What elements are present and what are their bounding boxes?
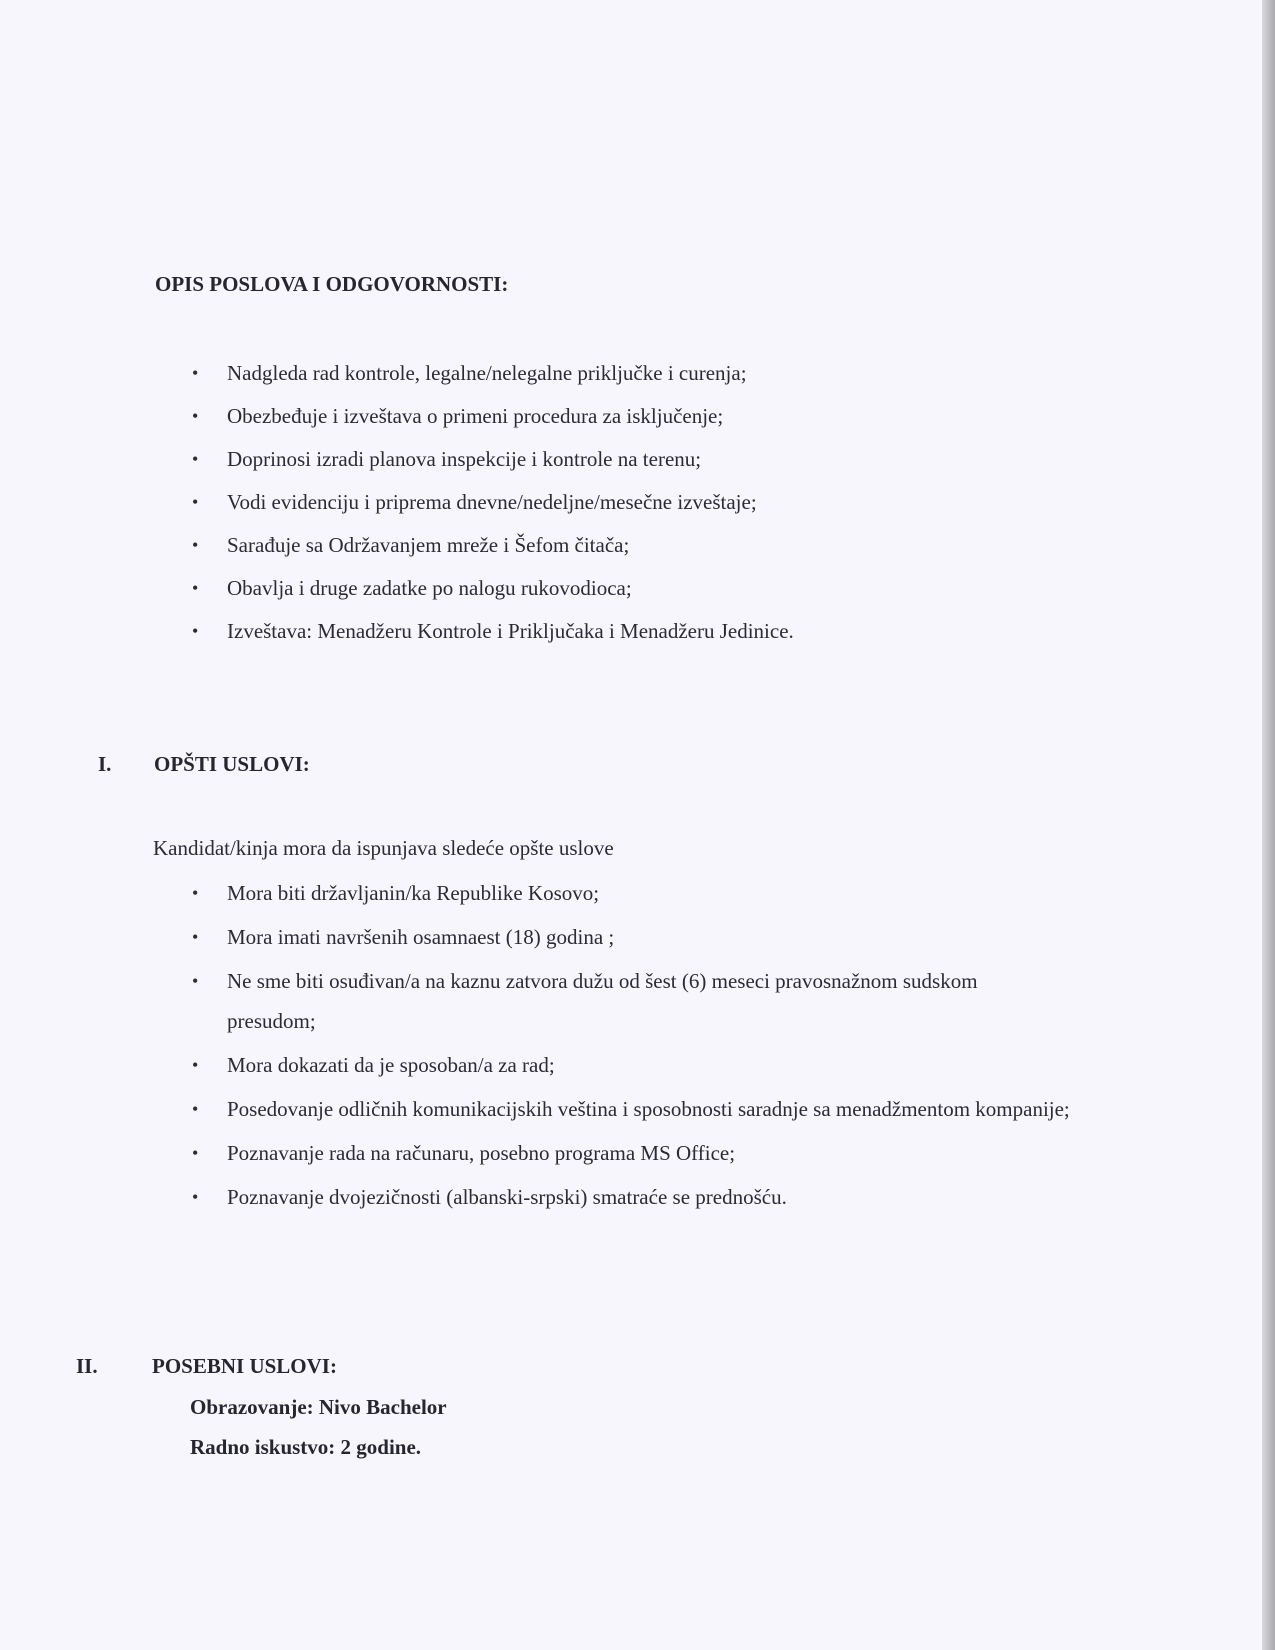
list-item: • Poznavanje dvojezičnosti (albanski-srpski) smatraće se prednošću. (192, 1177, 1137, 1217)
bullet-icon: • (192, 621, 199, 641)
bullet-icon: • (192, 406, 199, 426)
education-requirement: Obrazovanje: Nivo Bachelor (190, 1395, 447, 1419)
page-edge (1262, 0, 1275, 1650)
bullet-icon: • (192, 363, 199, 383)
list-item: • Poznavanje rada na računaru, posebno programa MS Office; (192, 1133, 1137, 1173)
bullet-icon: • (192, 1143, 199, 1163)
list-item: • Ne sme biti osuđivan/a na kaznu zatvora dužu od šest (6) meseci pravosnažnom sudskom presudom; (192, 961, 1057, 1041)
list-item: • Vodi evidenciju i priprema dnevne/nedeljne/mesečne izveštaje; (192, 481, 794, 524)
list-item: • Obavlja i druge zadatke po nalogu rukovodioca; (192, 567, 794, 610)
duties-list (192, 352, 794, 653)
bullet-icon: • (192, 535, 199, 555)
general-section-number: I. (98, 752, 112, 776)
bullet-icon: • (192, 927, 199, 947)
list-item: • Mora biti državljanin/ka Republike Kosovo; (192, 873, 1137, 913)
bullet-icon: • (192, 883, 199, 903)
list-item: • Mora imati navršenih osamnaest (18) godina ; (192, 917, 1137, 957)
list-item: • Posedovanje odličnih komunikacijskih veština i sposobnosti saradnje sa menadžmentom kompanije; (192, 1089, 1137, 1129)
bullet-icon: • (192, 1099, 199, 1119)
bullet-icon: • (192, 492, 199, 512)
bullet-icon: • (192, 1187, 199, 1207)
general-list (192, 873, 1137, 1221)
special-section-number: II. (76, 1354, 98, 1378)
bullet-icon: • (192, 1055, 199, 1075)
list-item: • Izveštava: Menadžeru Kontrole i Priključaka i Menadžeru Jedinice. (192, 610, 794, 653)
special-heading: POSEBNI USLOVI: (152, 1354, 337, 1378)
list-item: • Sarađuje sa Održavanjem mreže i Šefom čitača; (192, 524, 794, 567)
list-item: • Doprinosi izradi planova inspekcije i kontrole na terenu; (192, 438, 794, 481)
list-item: • Nadgleda rad kontrole, legalne/nelegalne priključke i curenja; (192, 352, 794, 395)
bullet-icon: • (192, 971, 199, 991)
duties-heading: OPIS POSLOVA I ODGOVORNOSTI: (155, 272, 509, 296)
list-item: • Mora dokazati da je sposoban/a za rad; (192, 1045, 1137, 1085)
general-intro: Kandidat/kinja mora da ispunjava sledeće opšte uslove (153, 836, 614, 860)
list-item: • Obezbeđuje i izveštava o primeni procedura za isključenje; (192, 395, 794, 438)
general-heading: OPŠTI USLOVI: (154, 752, 310, 776)
bullet-icon: • (192, 449, 199, 469)
bullet-icon: • (192, 578, 199, 598)
experience-requirement: Radno iskustvo: 2 godine. (190, 1435, 422, 1459)
